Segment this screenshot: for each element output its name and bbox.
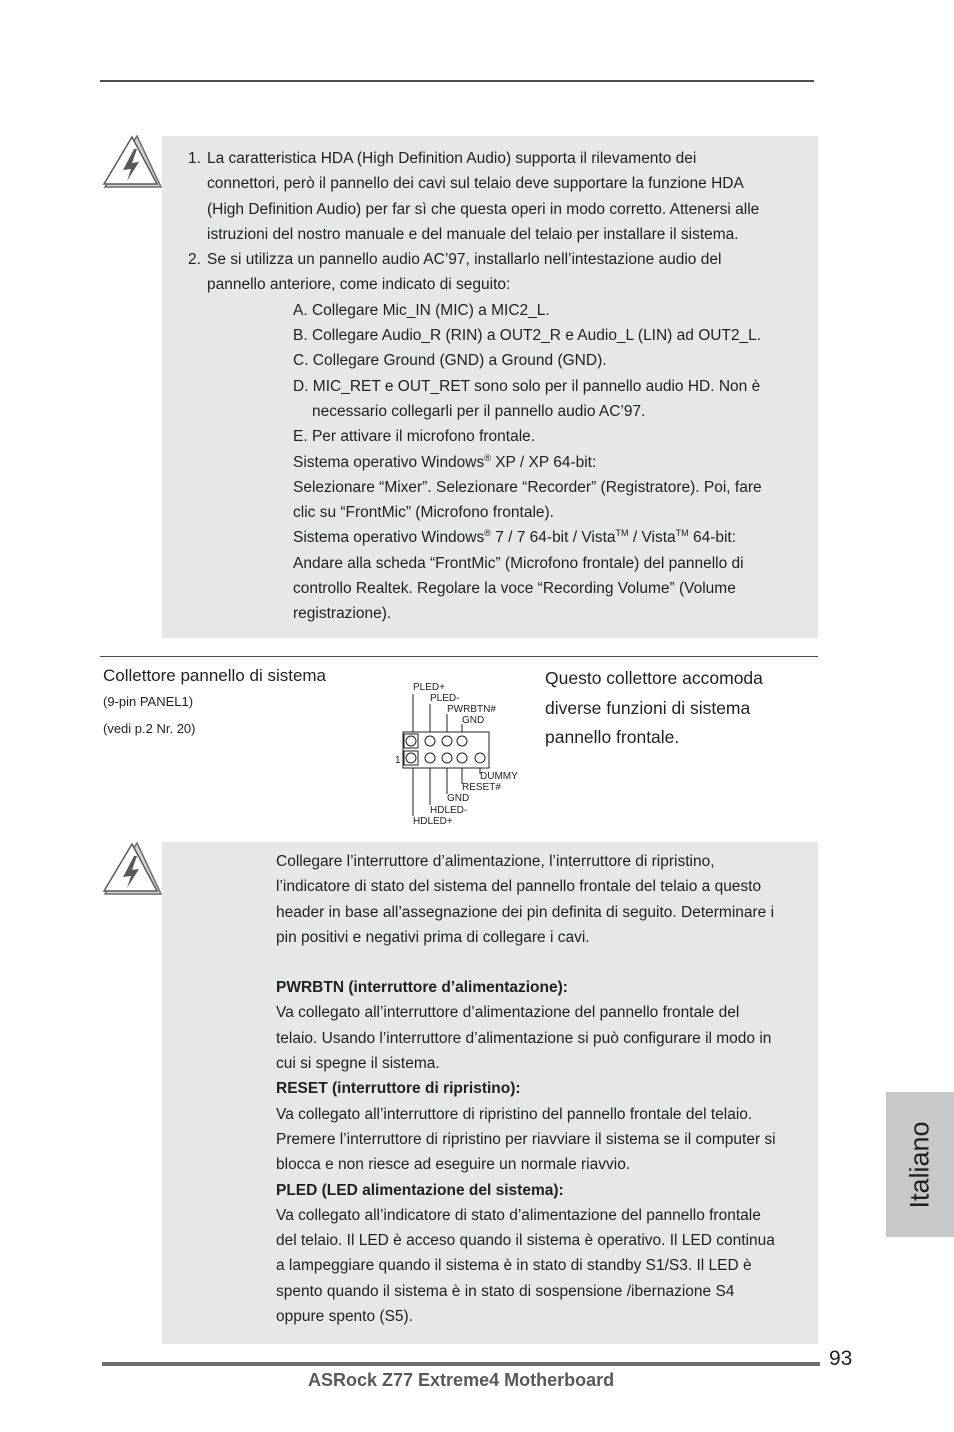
- os-w7-heading: [293, 525, 812, 550]
- spacer: [276, 950, 818, 975]
- text-line: oppure spento (S5).: [276, 1308, 414, 1326]
- language-tab-label: Italiano: [904, 1120, 935, 1209]
- text-line: istruzioni del nostro manuale e del manuale del telaio per installare il sistema.: [207, 225, 739, 243]
- text-line: blocca e non riesce ad eseguire un normale riavvio.: [276, 1156, 631, 1174]
- os-xp-text: clic su “FrontMic” (Microfono frontale).: [293, 504, 554, 522]
- warning-icon: [101, 840, 163, 898]
- text-line: Premere l’interruttore di ripristino per riavviare il sistema se il computer si: [276, 1130, 776, 1148]
- text-line: del telaio. Il LED è acceso quando il sistema è operativo. Il LED continua: [276, 1232, 775, 1250]
- list-item: [188, 146, 812, 247]
- trademark-mark: TM: [675, 528, 689, 539]
- pwrbtn-heading: PWRBTN (interruttore d’alimentazione):: [276, 979, 568, 997]
- footer-rule: [102, 1362, 820, 1366]
- panel-header-info: [103, 666, 326, 736]
- os-w7-post: 64-bit:: [688, 529, 737, 547]
- text-line: Va collegato all’indicatore di stato d’alimentazione del pannello frontale: [276, 1206, 761, 1224]
- panel-pin-count: (9-pin PANEL1): [103, 694, 194, 709]
- text-line: spento quando il sistema è in stato di sospensione /ibernazione S4: [276, 1282, 735, 1300]
- desc-line: pannello frontale.: [545, 727, 680, 747]
- panel-note-text: [276, 849, 818, 1329]
- sub-item-c: C. Collegare Ground (GND) a Ground (GND).: [293, 352, 607, 370]
- os-xp-pre: Sistema operativo Windows: [293, 453, 485, 471]
- pin-label: PWRBTN#: [447, 704, 496, 715]
- os-xp-heading: [293, 450, 812, 475]
- sub-item-a: A. Collegare Mic_IN (MIC) a MIC2_L.: [293, 301, 550, 319]
- text-line: Collegare l’interruttore d’alimentazione, l’interruttore di ripristino,: [276, 853, 715, 870]
- pin-one-label: 1: [395, 755, 401, 766]
- panel-reference: (vedi p.2 Nr. 20): [103, 721, 196, 736]
- section-rule: [100, 656, 818, 657]
- list-number: 1.: [188, 150, 201, 167]
- text-line: Va collegato all’interruttore di ripristino del pannello frontale del telaio.: [276, 1105, 753, 1123]
- text-line: cui si spegne il sistema.: [276, 1055, 440, 1073]
- list-item: [188, 247, 812, 298]
- text-line: l’indicatore di stato del sistema del pannello frontale del telaio a questo: [276, 878, 762, 896]
- text-line: pin positivi e negativi prima di collegare i cavi.: [276, 928, 590, 946]
- pin-label: HDLED-: [430, 805, 468, 816]
- panel-description: [545, 664, 805, 753]
- language-tab: [886, 1092, 954, 1237]
- os-w7-mid: 7 / 7 64-bit / Vista: [490, 529, 616, 547]
- pled-heading: PLED (LED alimentazione del sistema):: [276, 1181, 564, 1199]
- top-rule: [100, 80, 814, 82]
- pin-label: PLED-: [430, 693, 460, 704]
- registered-mark: ®: [484, 452, 491, 463]
- pin-label: GND: [447, 793, 470, 804]
- text-line: Va collegato all’interruttore d’alimentazione del pannello frontale del: [276, 1004, 740, 1022]
- text-line: pannello anteriore, come indicato di seguito:: [207, 276, 511, 294]
- audio-note-list: [188, 146, 812, 627]
- page-number: 93: [829, 1347, 853, 1370]
- list-number: 2.: [188, 251, 201, 269]
- sub-item-b: B. Collegare Audio_R (RIN) a OUT2_R e Audio_L (LIN) ad OUT2_L.: [293, 327, 762, 345]
- text-line: Se si utilizza un pannello audio AC’97, installarlo nell’intestazione audio del: [207, 251, 722, 269]
- os-xp-post: XP / XP 64-bit:: [490, 453, 597, 471]
- text-line: a lampeggiare quando il sistema è in stato di standby S1/S3. Il LED è: [276, 1257, 752, 1275]
- os-w7-mid: / Vista: [628, 529, 676, 547]
- pin-label: PLED+: [413, 682, 445, 693]
- reset-heading: RESET (interruttore di ripristino):: [276, 1080, 521, 1098]
- desc-line: Questo collettore accomoda: [545, 668, 763, 688]
- sub-list: [188, 298, 812, 627]
- text-line: connettori, però il pannello dei cavi sul telaio deve supportare la funzione HDA: [207, 175, 744, 193]
- warning-icon: [101, 133, 163, 191]
- os-w7-text: registrazione).: [293, 605, 392, 623]
- os-w7-pre: Sistema operativo Windows: [293, 529, 485, 547]
- desc-line: diverse funzioni di sistema: [545, 697, 751, 718]
- registered-mark: ®: [484, 528, 491, 539]
- text-line: La caratteristica HDA (High Definition Audio) supporta il rilevamento dei: [207, 150, 697, 167]
- text-line: telaio. Usando l’interruttore d’alimentazione si può configurare il modo in: [276, 1029, 772, 1047]
- sub-item-d: D. MIC_RET e OUT_RET sono solo per il pannello audio HD. Non è: [293, 377, 761, 395]
- pin-label: HDLED+: [413, 816, 453, 827]
- panel-header-diagram: [392, 672, 532, 830]
- os-w7-text: Andare alla scheda “FrontMic” (Microfono frontale) del pannello di: [293, 554, 744, 572]
- trademark-mark: TM: [615, 528, 629, 539]
- os-w7-text: controllo Realtek. Regolare la voce “Recording Volume” (Volume: [293, 580, 736, 598]
- pin-label: RESET#: [462, 782, 501, 793]
- sub-item-d-cont: necessario collegarli per il pannello audio AC’97.: [312, 402, 646, 420]
- pin-label: GND: [462, 715, 485, 726]
- os-xp-text: Selezionare “Mixer”. Selezionare “Recorder” (Registratore). Poi, fare: [293, 478, 762, 496]
- panel-title: Collettore pannello di sistema: [103, 666, 327, 685]
- pin-label: DUMMY: [480, 771, 518, 782]
- text-line: header in base all’assegnazione dei pin definita di seguito. Determinare i: [276, 903, 775, 921]
- text-line: (High Definition Audio) per far sì che questa operi in modo corretto. Attenersi alle: [207, 200, 760, 218]
- footer-title: ASRock Z77 Extreme4 Motherboard: [308, 1370, 615, 1390]
- sub-item-e: E. Per attivare il microfono frontale.: [293, 428, 536, 446]
